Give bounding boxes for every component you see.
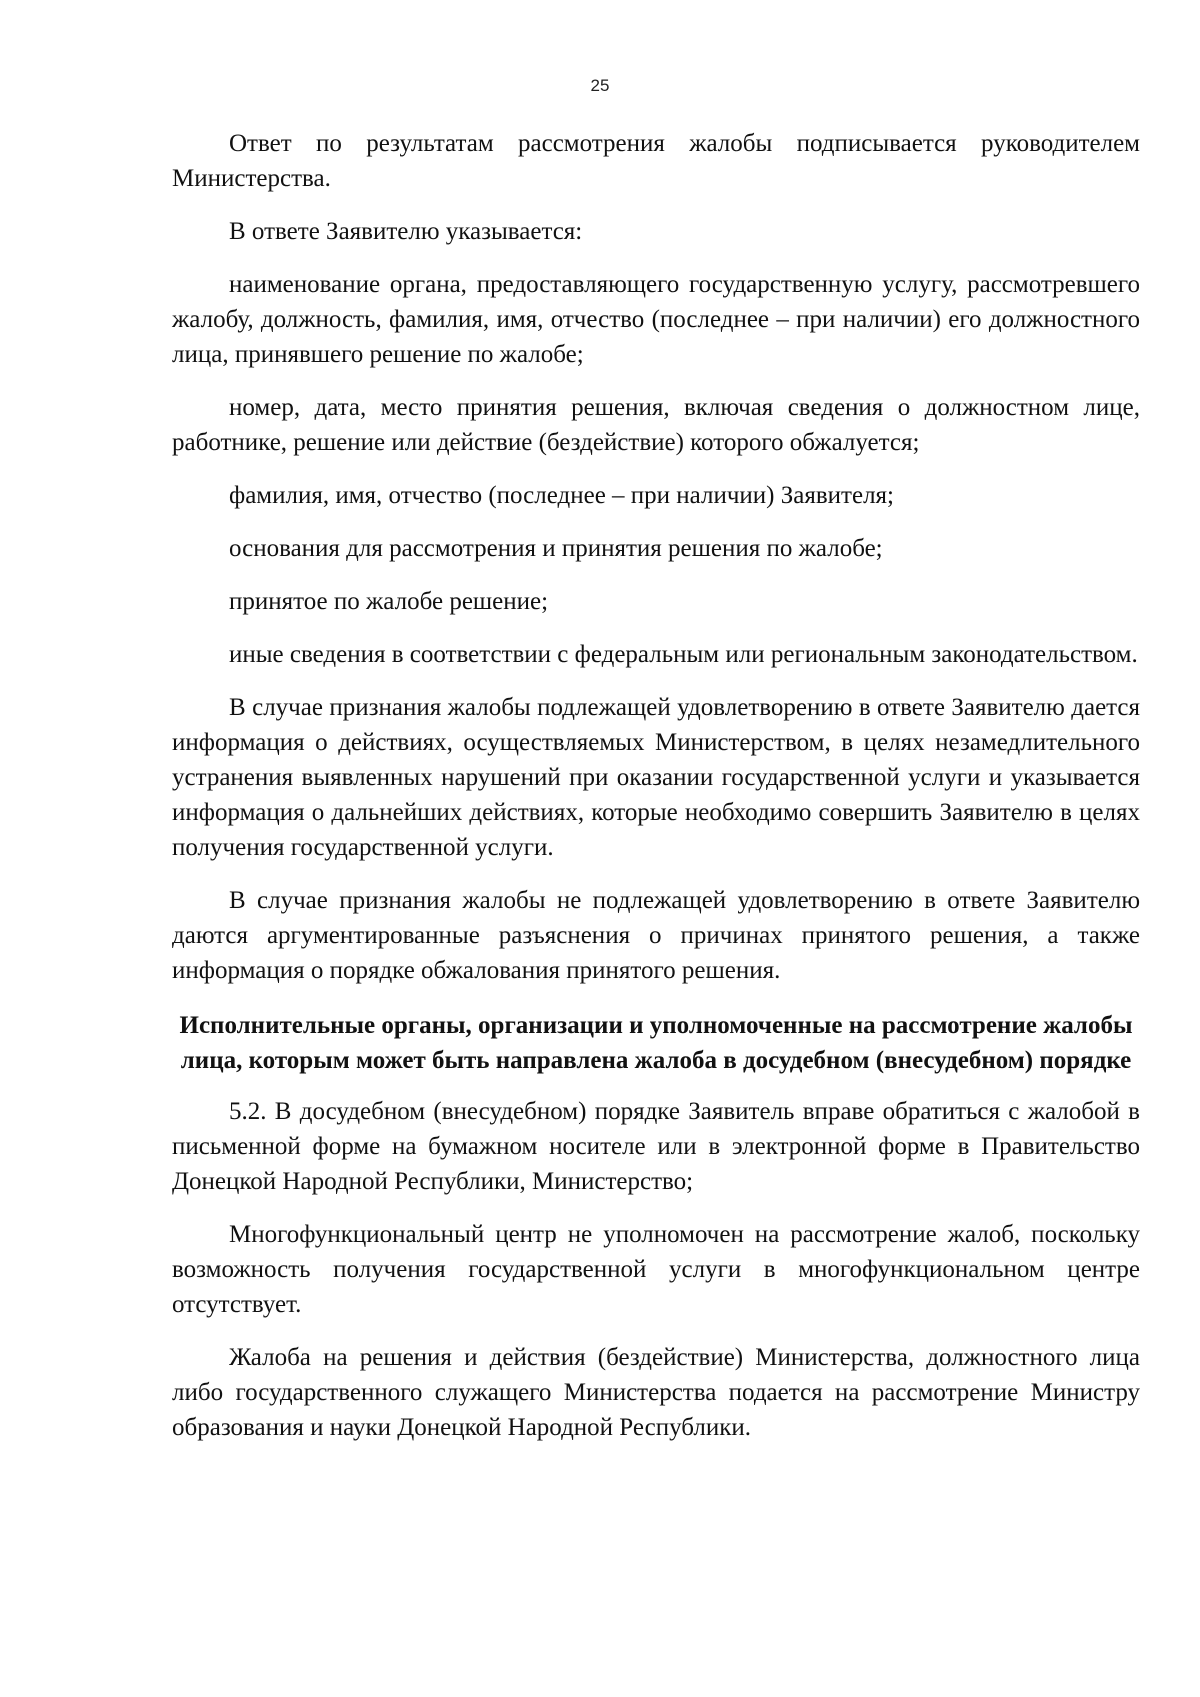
list-item-authority-name: наименование органа, предоставляющего государственную услугу, рассмотревшего жалобу, должность, фамилия, имя, отчество (последнее – при наличии) его должностного лица, принявшего решение по жалобе; [172, 271, 1140, 368]
section-heading: Исполнительные органы, организации и уполномоченные на рассмотрение жалобы лица, которым может быть направлена жалоба в досудебном (внесудебном) порядке [179, 1012, 1133, 1074]
list-item-other-info: иные сведения в соответствии с федеральным или региональным законодательством. [229, 641, 1138, 668]
list-item-grounds: основания для рассмотрения и принятия решения по жалобе; [229, 535, 883, 562]
page-number: 25 [590, 76, 610, 95]
paragraph-signature: Ответ по результатам рассмотрения жалобы подписывается руководителем Министерства. [172, 130, 1140, 192]
paragraph-complaint-rejected: В случае признания жалобы не подлежащей удовлетворению в ответе Заявителю даются аргументированные разъяснения о причинах принятого решения, а также информация о порядке обжалования принятого решения. [172, 887, 1140, 984]
paragraph-5-2: 5.2. В досудебном (внесудебном) порядке Заявитель вправе обратиться с жалобой в письменной форме на бумажном носителе или в электронной форме в Правительство Донецкой Народной Республики, Министерство; [172, 1098, 1140, 1195]
document-body [172, 126, 1140, 1445]
list-item-applicant-name: фамилия, имя, отчество (последнее – при наличии) Заявителя; [229, 482, 895, 509]
paragraph-mfc: Многофункциональный центр не уполномочен на рассмотрение жалоб, поскольку возможность получения государственной услуги в многофункциональном центре отсутствует. [172, 1221, 1140, 1318]
paragraph-answer-contents-intro: В ответе Заявителю указывается: [229, 218, 583, 245]
paragraph-complaint-satisfied: В случае признания жалобы подлежащей удовлетворению в ответе Заявителю дается информация о действиях, осуществляемых Министерством, в целях незамедлительного устранения выявленных нарушений при оказании государственной услуги и указывается информация о дальнейших действиях, которые необходимо совершить Заявителю в целях получения государственной услуги. [172, 694, 1140, 861]
paragraph-complaint-to-minister: Жалоба на решения и действия (бездействие) Министерства, должностного лица либо государственного служащего Министерства подается на рассмотрение Министру образования и науки Донецкой Народной Республики. [172, 1344, 1140, 1441]
list-item-decision: принятое по жалобе решение; [229, 588, 549, 615]
list-item-decision-details: номер, дата, место принятия решения, включая сведения о должностном лице, работнике, решение или действие (бездействие) которого обжалуется; [172, 394, 1140, 456]
